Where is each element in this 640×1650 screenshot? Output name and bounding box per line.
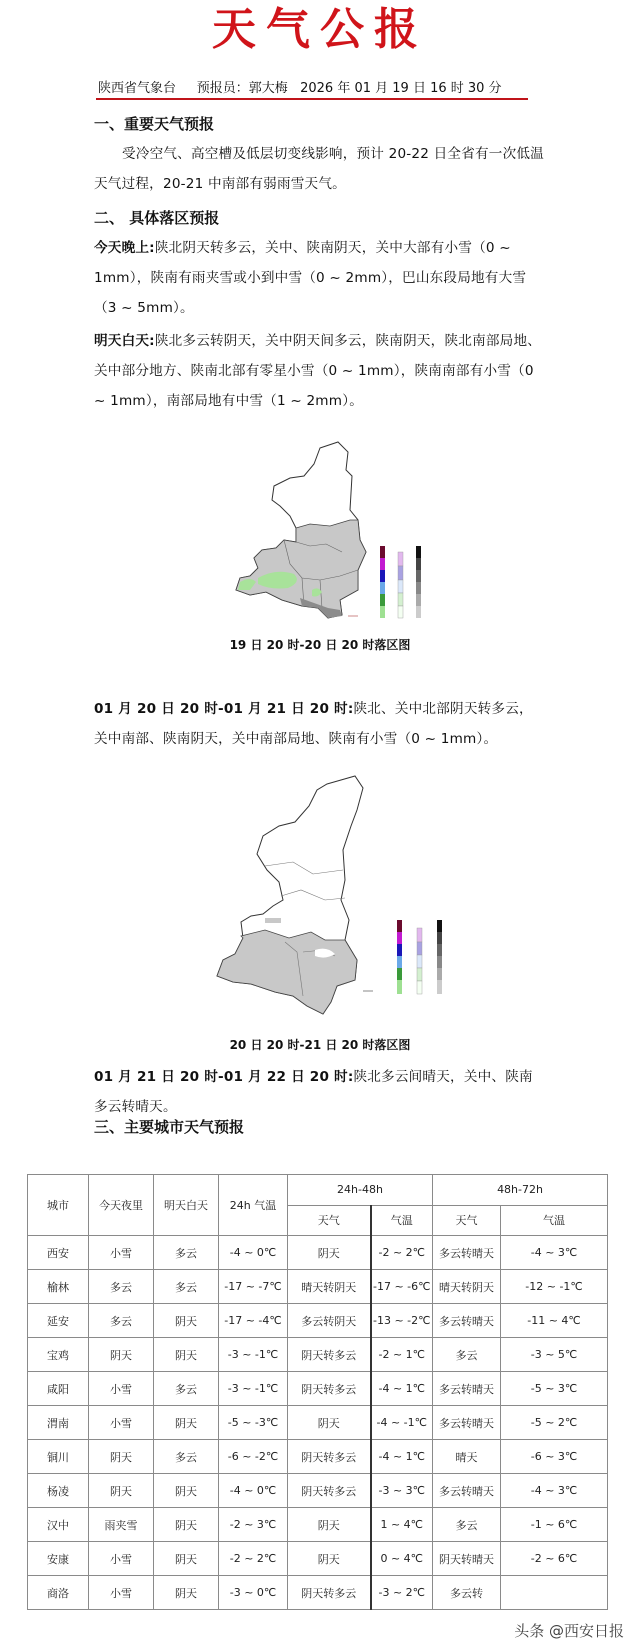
cell-temp-48: -2 ~ 1℃ [371, 1338, 433, 1372]
cell-temp24: -4 ~ 0℃ [219, 1474, 288, 1508]
cell-weather-72: 晴天 [433, 1440, 501, 1474]
cell-city: 宝鸡 [28, 1338, 89, 1372]
section3-heading: 三、主要城市天气预报 [94, 1118, 245, 1136]
cell-tonight: 多云 [89, 1270, 154, 1304]
tonight-forecast [94, 233, 544, 323]
cell-temp24: -3 ~ 0℃ [219, 1576, 288, 1610]
cell-tonight: 小雪 [89, 1406, 154, 1440]
cell-temp24: -5 ~ -3℃ [219, 1406, 288, 1440]
cell-tomorrow: 多云 [154, 1270, 219, 1304]
cell-tonight: 阴天 [89, 1440, 154, 1474]
cell-weather-72: 多云转晴天 [433, 1236, 501, 1270]
cell-tonight: 小雪 [89, 1542, 154, 1576]
cell-temp-72: -5 ~ 2℃ [501, 1406, 608, 1440]
header-city: 城市 [28, 1175, 89, 1236]
cell-weather-72: 多云转晴天 [433, 1372, 501, 1406]
table-row [28, 1270, 608, 1304]
cell-weather-48: 多云转阴天 [288, 1304, 371, 1338]
cell-temp24: -4 ~ 0℃ [219, 1236, 288, 1270]
cell-weather-72: 阴天转晴天 [433, 1542, 501, 1576]
table-row [28, 1304, 608, 1338]
cell-tonight: 多云 [89, 1304, 154, 1338]
cell-temp-72: -12 ~ -1℃ [501, 1270, 608, 1304]
cell-tomorrow: 阴天 [154, 1542, 219, 1576]
cell-weather-72: 多云转晴天 [433, 1474, 501, 1508]
cell-weather-48: 阴天转多云 [288, 1474, 371, 1508]
tonight-text: 陕北阴天转多云，关中、陕南阴天，关中大部有小雪（0 ~ 1mm），陕南有雨夹雪或小到中雪（0 ~ 2mm），巴山东段局地有大雪（3 ~ 5mm）。 [94, 240, 527, 316]
header-weather-48: 天气 [288, 1205, 371, 1236]
cell-weather-48: 阴天转多云 [288, 1576, 371, 1610]
cell-temp-48: -13 ~ -2℃ [371, 1304, 433, 1338]
table-row [28, 1406, 608, 1440]
cell-temp-48: -3 ~ 2℃ [371, 1576, 433, 1610]
header-tonight: 今天夜里 [89, 1175, 154, 1236]
header-temp-72: 气温 [501, 1205, 608, 1236]
cell-weather-48: 阴天转多云 [288, 1372, 371, 1406]
cell-temp-72: -1 ~ 6℃ [501, 1508, 608, 1542]
cell-temp-72: -5 ~ 3℃ [501, 1372, 608, 1406]
cell-temp-48: -17 ~ -6℃ [371, 1270, 433, 1304]
cell-temp-48: -4 ~ 1℃ [371, 1372, 433, 1406]
cell-weather-72: 多云转晴天 [433, 1406, 501, 1440]
map1-caption: 19 日 20 时-20 日 20 时落区图 [229, 638, 411, 652]
cell-city: 汉中 [28, 1508, 89, 1542]
bulletin-meta [98, 80, 528, 98]
table-row [28, 1372, 608, 1406]
cell-weather-72: 晴天转阴天 [433, 1270, 501, 1304]
cell-tomorrow: 阴天 [154, 1338, 219, 1372]
bulletin-title: 天气公报 [212, 4, 428, 55]
cell-temp24: -3 ~ -1℃ [219, 1372, 288, 1406]
precipitation-map-1 [230, 440, 450, 620]
header-red-rule [96, 98, 528, 100]
cell-city: 铜川 [28, 1440, 89, 1474]
cell-temp-48: 1 ~ 4℃ [371, 1508, 433, 1542]
issuer: 陕西省气象台 [98, 81, 177, 96]
cell-weather-48: 晴天转阴天 [288, 1270, 371, 1304]
cell-tomorrow: 阴天 [154, 1474, 219, 1508]
tomorrow-text: 陕北多云转阴天，关中阴天间多云，陕南阴天，陕北南部局地、关中部分地方、陕南北部有零星小雪（0 ~ 1mm），陕南南部有小雪（0 ~ 1mm），南部局地有中雪（1 ~ 2mm）。 [94, 333, 542, 409]
table-row [28, 1338, 608, 1372]
cell-weather-72: 多云转 [433, 1576, 501, 1610]
map2-caption: 20 日 20 时-21 日 20 时落区图 [229, 1038, 411, 1052]
cell-tomorrow: 多云 [154, 1372, 219, 1406]
table-row [28, 1474, 608, 1508]
period3-text: 陕北多云间晴天，关中、陕南多云转晴天。 [94, 1069, 533, 1115]
period2-forecast [94, 694, 544, 754]
issue-datetime: 2026 年 01 月 19 日 16 时 30 分 [300, 81, 502, 96]
cell-tomorrow: 阴天 [154, 1304, 219, 1338]
cell-weather-48: 阴天 [288, 1236, 371, 1270]
cell-weather-48: 阴天转多云 [288, 1440, 371, 1474]
cell-temp-48: 0 ~ 4℃ [371, 1542, 433, 1576]
cell-tomorrow: 阴天 [154, 1508, 219, 1542]
forecaster: 预报员：郭大梅 [196, 81, 288, 96]
section1-heading: 一、重要天气预报 [94, 115, 215, 133]
cell-temp-72 [501, 1576, 608, 1610]
cell-temp-48: -4 ~ -1℃ [371, 1406, 433, 1440]
table-row [28, 1542, 608, 1576]
cell-weather-72: 多云 [433, 1338, 501, 1372]
period2-text: 陕北、关中北部阴天转多云，关中南部、陕南阴天，关中南部局地、陕南有小雪（0 ~ 1mm）。 [94, 701, 533, 747]
table-row [28, 1440, 608, 1474]
header-temp-48: 气温 [371, 1205, 433, 1236]
period3-forecast [94, 1062, 544, 1122]
period3-label: 01 月 21 日 20 时-01 月 22 日 20 时: [94, 1069, 354, 1085]
cell-city: 咸阳 [28, 1372, 89, 1406]
cell-temp-72: -4 ~ 3℃ [501, 1474, 608, 1508]
section1-body: 受冷空气、高空槽及低层切变线影响，预计 20-22 日全省有一次低温天气过程，20-21 中南部有弱雨雪天气。 [94, 146, 544, 192]
cell-temp24: -17 ~ -4℃ [219, 1304, 288, 1338]
city-forecast-table [27, 1174, 608, 1610]
cell-temp24: -2 ~ 3℃ [219, 1508, 288, 1542]
cell-weather-48: 阴天 [288, 1508, 371, 1542]
cell-temp24: -2 ~ 2℃ [219, 1542, 288, 1576]
cell-temp-48: -3 ~ 3℃ [371, 1474, 433, 1508]
cell-tonight: 阴天 [89, 1474, 154, 1508]
cell-weather-72: 多云转晴天 [433, 1304, 501, 1338]
cell-city: 延安 [28, 1304, 89, 1338]
header-weather-72: 天气 [433, 1205, 501, 1236]
tomorrow-forecast [94, 326, 544, 416]
cell-weather-48: 阴天 [288, 1406, 371, 1440]
cell-tonight: 小雪 [89, 1236, 154, 1270]
period2-label: 01 月 20 日 20 时-01 月 21 日 20 时: [94, 701, 354, 717]
header-tomorrow: 明天白天 [154, 1175, 219, 1236]
cell-tonight: 小雪 [89, 1576, 154, 1610]
table-row [28, 1576, 608, 1610]
cell-tonight: 阴天 [89, 1338, 154, 1372]
cell-city: 榆林 [28, 1270, 89, 1304]
cell-tomorrow: 阴天 [154, 1576, 219, 1610]
table-row [28, 1236, 608, 1270]
cell-city: 安康 [28, 1542, 89, 1576]
cell-temp-72: -3 ~ 5℃ [501, 1338, 608, 1372]
table-row [28, 1508, 608, 1542]
cell-tomorrow: 多云 [154, 1440, 219, 1474]
table-header-row [28, 1175, 608, 1206]
cell-tonight: 小雪 [89, 1372, 154, 1406]
cell-city: 商洛 [28, 1576, 89, 1610]
cell-weather-48: 阴天 [288, 1542, 371, 1576]
section2-heading: 二、 具体落区预报 [94, 209, 220, 227]
header-24-48h: 24h-48h [288, 1175, 433, 1206]
cell-temp-72: -4 ~ 3℃ [501, 1236, 608, 1270]
header-48-72h: 48h-72h [433, 1175, 608, 1206]
cell-tonight: 雨夹雪 [89, 1508, 154, 1542]
cell-temp-48: -4 ~ 1℃ [371, 1440, 433, 1474]
tonight-label: 今天晚上: [94, 240, 155, 256]
cell-temp24: -17 ~ -7℃ [219, 1270, 288, 1304]
cell-city: 杨凌 [28, 1474, 89, 1508]
tomorrow-label: 明天白天: [94, 333, 155, 349]
cell-temp-72: -6 ~ 3℃ [501, 1440, 608, 1474]
cell-tomorrow: 多云 [154, 1236, 219, 1270]
cell-temp-48: -2 ~ 2℃ [371, 1236, 433, 1270]
cell-city: 渭南 [28, 1406, 89, 1440]
precipitation-map-2 [205, 770, 455, 1020]
cell-weather-48: 阴天转多云 [288, 1338, 371, 1372]
cell-temp24: -6 ~ -2℃ [219, 1440, 288, 1474]
header-temp24: 24h 气温 [219, 1175, 288, 1236]
cell-tomorrow: 阴天 [154, 1406, 219, 1440]
cell-city: 西安 [28, 1236, 89, 1270]
cell-temp-72: -11 ~ 4℃ [501, 1304, 608, 1338]
cell-temp24: -3 ~ -1℃ [219, 1338, 288, 1372]
cell-weather-72: 多云 [433, 1508, 501, 1542]
cell-temp-72: -2 ~ 6℃ [501, 1542, 608, 1576]
source-watermark: 头条 @西安日报 [514, 1622, 624, 1640]
